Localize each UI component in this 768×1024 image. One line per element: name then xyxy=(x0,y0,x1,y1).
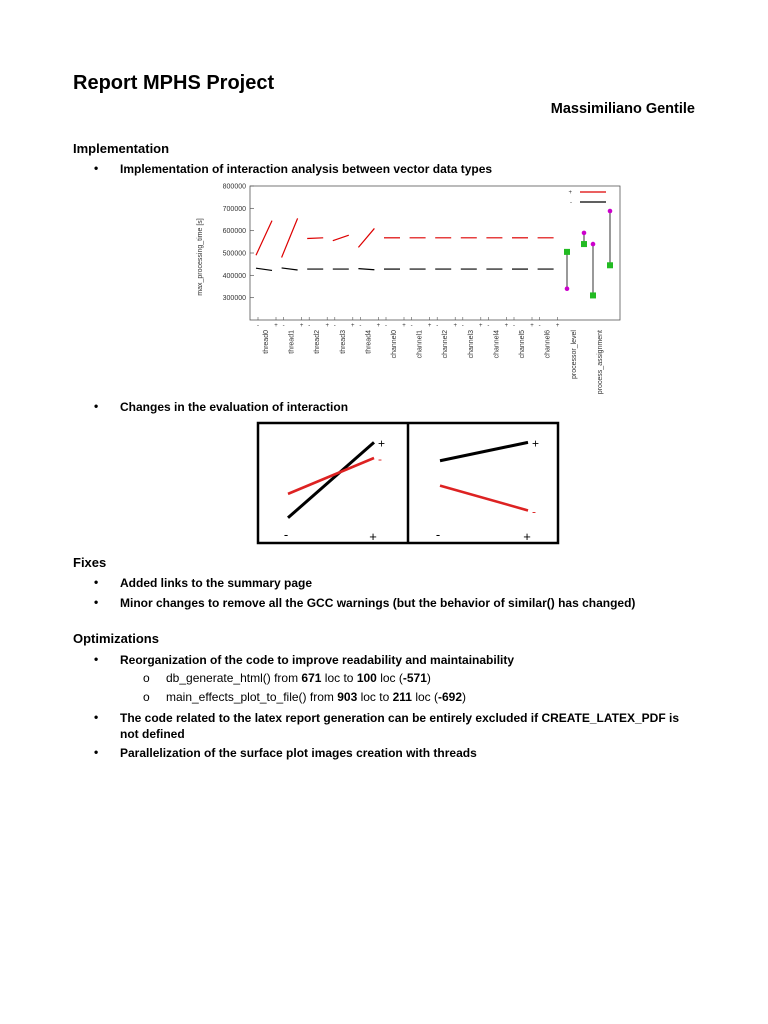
level-mark: - xyxy=(410,323,413,329)
level-mark: - xyxy=(257,323,259,329)
level-mark: + xyxy=(504,323,509,329)
implementation-item-2: Changes in the evaluation of interaction xyxy=(120,400,349,414)
section-optimizations: Optimizations xyxy=(73,631,159,646)
series-minus-segment xyxy=(358,269,374,270)
square-marker xyxy=(581,241,587,247)
line-end-label: - xyxy=(378,452,382,466)
level-mark: - xyxy=(282,323,285,329)
level-mark: + xyxy=(299,323,304,329)
y-tick-label: 400000 xyxy=(222,272,246,280)
level-mark: - xyxy=(308,323,311,329)
x-factor-label: channel3 xyxy=(467,330,475,359)
level-mark: - xyxy=(436,323,439,329)
line-end-label: - xyxy=(532,504,536,519)
y-tick-label: 700000 xyxy=(222,205,246,213)
interaction-line-minus xyxy=(288,458,374,494)
fixes-item-2: Minor changes to remove all the GCC warnings (but the behavior of similar() has changed) xyxy=(120,596,636,610)
level-mark: + xyxy=(453,323,457,329)
level-mark: - xyxy=(333,323,336,329)
bullet-icon: • xyxy=(94,745,99,759)
section-implementation: Implementation xyxy=(73,141,170,156)
optimizations-item-3: Parallelization of the surface plot images creation with threads xyxy=(120,746,477,760)
level-mark: - xyxy=(359,323,362,329)
interaction-line-plus xyxy=(288,442,374,517)
y-tick-label: 500000 xyxy=(222,250,246,258)
level-mark: - xyxy=(513,323,515,329)
series-minus-segment xyxy=(282,268,298,270)
y-tick-label: 600000 xyxy=(222,228,246,236)
series-plus-segment xyxy=(358,228,374,247)
line-end-label: + xyxy=(378,436,386,451)
bullet-icon: • xyxy=(94,399,99,413)
y-tick-label: 300000 xyxy=(222,295,246,303)
bullet-icon: • xyxy=(94,161,99,175)
sub-bullet-icon: o xyxy=(143,671,150,685)
dot-marker xyxy=(565,286,570,291)
level-mark: - xyxy=(487,323,490,329)
x-factor-label: channel5 xyxy=(519,330,526,359)
square-marker xyxy=(607,262,613,268)
x-level-label: + xyxy=(369,529,377,544)
line-end-label: + xyxy=(532,436,540,451)
x-factor-label: processor_level xyxy=(571,330,578,380)
optimizations-subitem-2: main_effects_plot_to_file() from 903 loc to 211 loc (-692) xyxy=(166,690,467,704)
x-factor-label: thread4 xyxy=(365,330,373,354)
x-factor-label: thread2 xyxy=(314,330,322,354)
interaction-line-minus xyxy=(440,486,528,511)
level-mark: - xyxy=(538,323,541,329)
legend-label: - xyxy=(570,200,572,206)
interaction-line-plus xyxy=(440,442,528,460)
bullet-icon: • xyxy=(94,652,99,666)
x-level-label: - xyxy=(283,527,289,542)
square-marker xyxy=(564,249,570,255)
document-title: Report MPHS Project xyxy=(73,72,275,94)
x-factor-label: channel1 xyxy=(416,330,424,359)
section-fixes: Fixes xyxy=(73,555,107,570)
x-factor-label: channel0 xyxy=(391,330,398,359)
level-mark: + xyxy=(479,323,483,329)
optimizations-item-1: Reorganization of the code to improve readability and maintainability xyxy=(120,653,515,667)
bullet-icon: • xyxy=(94,710,99,724)
y-tick-label: 800000 xyxy=(222,183,246,191)
main-effects-chart xyxy=(190,178,630,403)
level-mark: + xyxy=(530,323,534,329)
series-plus-segment xyxy=(256,221,272,256)
fixes-item-1: Added links to the summary page xyxy=(120,576,313,590)
series-minus-segment xyxy=(256,268,272,270)
level-mark: + xyxy=(555,323,560,329)
interaction-diagram xyxy=(256,421,560,545)
x-factor-label: thread1 xyxy=(288,330,296,354)
x-level-label: - xyxy=(435,527,441,542)
bullet-icon: • xyxy=(94,595,99,609)
level-mark: + xyxy=(274,323,278,329)
dot-marker xyxy=(591,242,596,247)
dot-marker xyxy=(608,209,613,214)
x-factor-label: process_assignment xyxy=(597,330,604,395)
series-plus-segment xyxy=(333,235,349,241)
x-factor-label: channel4 xyxy=(493,330,501,359)
square-marker xyxy=(590,292,596,298)
y-axis-label: max_processing_time [s] xyxy=(197,218,204,296)
implementation-item-1: Implementation of interaction analysis between vector data types xyxy=(120,162,493,176)
level-mark: + xyxy=(376,323,381,329)
level-mark: - xyxy=(385,323,387,329)
optimizations-item-2: The code related to the latex report generation can be entirely excluded if CREATE_LATEX_PDF is not defined xyxy=(120,711,680,741)
series-plus-segment xyxy=(282,218,298,257)
author-name: Massimiliano Gentile xyxy=(550,101,695,117)
x-level-label: + xyxy=(523,529,531,544)
level-mark: + xyxy=(325,323,329,329)
level-mark: - xyxy=(461,323,464,329)
x-factor-label: thread3 xyxy=(339,330,347,354)
x-factor-label: channel2 xyxy=(442,330,450,359)
series-plus-segment xyxy=(307,238,323,239)
x-factor-label: thread0 xyxy=(263,330,270,354)
level-mark: + xyxy=(351,323,355,329)
optimizations-subitem-1: db_generate_html() from 671 loc to 100 loc (-571) xyxy=(166,671,431,685)
bullet-icon: • xyxy=(94,575,99,589)
legend-label: + xyxy=(568,190,572,196)
level-mark: + xyxy=(402,323,406,329)
level-mark: + xyxy=(427,323,432,329)
x-factor-label: channel6 xyxy=(544,330,552,359)
dot-marker xyxy=(582,231,587,236)
sub-bullet-icon: o xyxy=(143,690,150,704)
